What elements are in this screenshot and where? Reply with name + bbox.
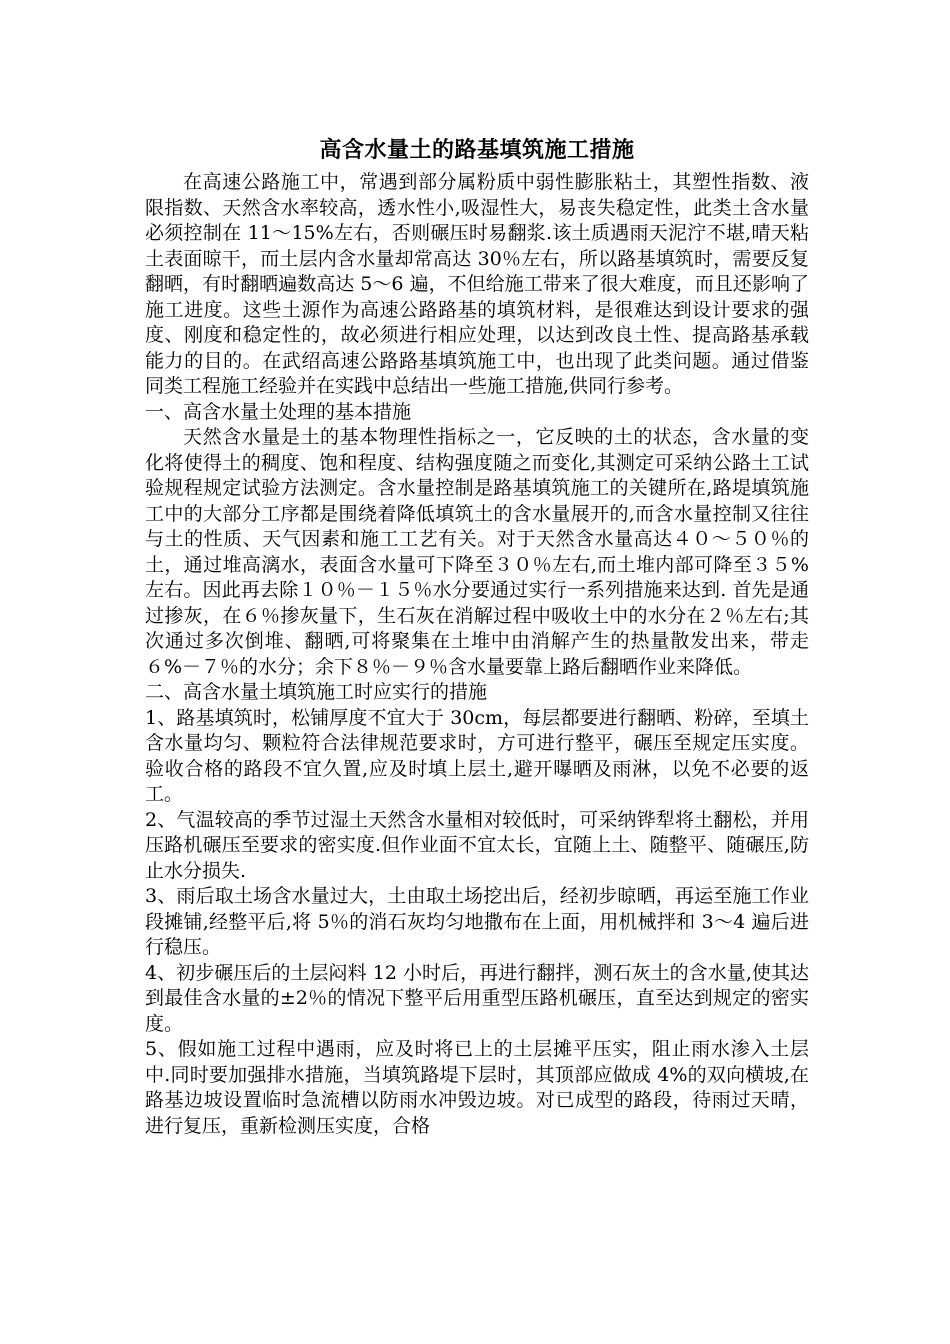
measure-item-4: 4、初步碾压后的土层闷料 12 小时后，再进行翻拌，测石灰土的含水量,使其达到最佳含水量的±2％的情况下整平后用重型压路机碾压，直至达到规定的密实度。 xyxy=(145,961,809,1035)
section-2-heading: 二、高含水量土填筑施工时应实行的措施 xyxy=(145,681,488,703)
section-1-paragraph: 天然含水量是土的基本物理性指标之一，它反映的土的状态，含水量的变化将使得土的稠度、饱和程度、结构强度随之而变化,其测定可采纳公路土工试验规程规定试验方法测定。含水量控制是路基填筑施工的关键所在,路堤填筑施工中的大部分工序都是围绕着降低填筑土的含水量展开的,而含水量控制又往往与土的性质、天气因素和施工工艺有关。对于天然含水量高达４０～５０％的土，通过堆高漓水，表面含水量可下降至３０％左右,而土堆内部可降至３５%左右。因此再去除１０％－１５％水分要通过实行一系列措施来达到. 首先是通过掺灰，在６％掺灰量下，生石灰在消解过程中吸收土中的水分在２％左右;其次通过多次倒堆、翻晒,可将聚集在土堆中由消解产生的热量散发出来，带走６%－７％的水分；余下８％－９％含水量要靠上路后翻晒作业来降低。 xyxy=(145,426,809,678)
measure-item-1: 1、路基填筑时，松铺厚度不宜大于 30cm，每层都要进行翻晒、粉碎，至填土含水量均匀、颗粒符合法律规范要求时，方可进行整平，碾压至规定压实度。验收合格的路段不宜久置,应及时填上层土,避开曝晒及雨淋，以免不必要的返工。 xyxy=(145,706,809,805)
measure-item-5: 5、假如施工过程中遇雨，应及时将已上的土层摊平压实，阻止雨水渗入土层中.同时要加强排水措施，当填筑路堤下层时，其顶部应做成 4%的双向横坡,在路基边坡设置临时急流槽以防雨水冲毁边坡。对已成型的路段，待雨过天晴，进行复压，重新检测压实度，合格 xyxy=(145,1038,809,1137)
measure-item-3: 3、雨后取土场含水量过大，土由取土场挖出后，经初步晾晒，再运至施工作业段摊铺,经整平后,将 5％的消石灰均匀地撒布在上面，用机械拌和 3～4 遍后进行稳压。 xyxy=(145,885,809,958)
intro-paragraph: 在高速公路施工中，常遇到部分属粉质中弱性膨胀粘土，其塑性指数、液限指数、天然含水率较高，透水性小,吸湿性大，易丧失稳定性，此类土含水量必须控制在 11～15%左右，否则碾压时易翻浆.该土质遇雨天泥泞不堪,晴天粘土表面晾干，而土层内含水量却常高达 30％左右，所以路基填筑时，需要反复翻晒，有时翻晒遍数高达 5～6 遍，不但给施工带来了很大难度，而且还影响了施工进度。这些土源作为高速公路路基的填筑材料，是很难达到设计要求的强度、刚度和稳定性的，故必须进行相应处理，以达到改良土性、提高路基承载能力的目的。在武绍高速公路路基填筑施工中，也出现了此类问题。通过借鉴同类工程施工经验并在实践中总结出一些施工措施,供同行参考。 xyxy=(145,171,809,397)
section-1-heading: 一、高含水量土处理的基本措施 xyxy=(145,400,412,423)
document-title: 高含水量土的路基填筑施工措施 xyxy=(319,137,635,163)
measure-item-2: 2、气温较高的季节过湿土天然含水量相对较低时，可采纳铧犁将土翻松，并用压路机碾压至要求的密实度.但作业面不宜太长，宜随上土、随整平、随碾压,防止水分损失. xyxy=(145,808,809,882)
document-page xyxy=(145,132,809,1139)
